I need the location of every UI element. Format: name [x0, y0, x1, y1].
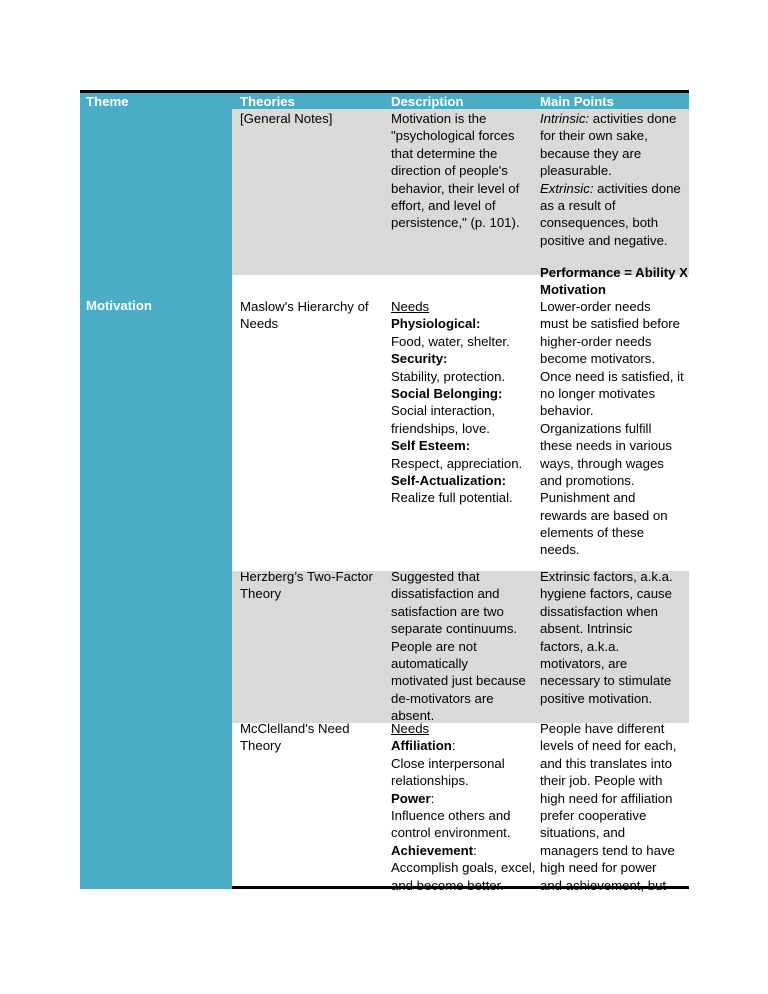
main-points-herzberg: Extrinsic factors, a.k.a. hygiene factors, cause dissatisfaction when absent. Intrinsic factors, a.k.a. motivators, are necessary to stimulate positive motivation.	[540, 569, 673, 706]
theory-mcclelland: McClelland's Need Theory	[240, 721, 350, 754]
theme-column-band	[80, 93, 232, 889]
theory-maslow: Maslow's Hierarchy of Needs	[240, 299, 369, 332]
description-mcclelland: Needs Affiliation: Close interpersonal relationships. Power: Influence others and control environment. Achievement: Accomplish goals, excel, and become better.	[391, 721, 536, 893]
theme-label: Motivation	[86, 298, 152, 313]
performance-formula: Performance = Ability X Motivation	[540, 265, 688, 298]
main-points-maslow: Lower-order needs must be satisfied before higher-order needs become motivators. Once need is satisfied, it no longer motivates behavior. Organizations fulfill these needs in various ways, through wages and promotions. Punishment and rewards are based on elements of these needs.	[540, 299, 684, 558]
theory-herzberg: Herzberg’s Two-Factor Theory	[240, 569, 373, 602]
description-herzberg: Suggested that dissatisfaction and satisfaction are two separate continuums. People are not automatically motivated just because de-motivators are absent.	[391, 569, 526, 724]
main-points-mcclelland: People have different levels of need for each, and this translates into their job. People with high need for affiliation prefer cooperative situations, and managers tend to have high need for power and achievement, but	[540, 721, 677, 893]
description-maslow: Needs Physiological: Food, water, shelter. Security: Stability, protection. Social Belonging: Social interaction, friendships, love. Self Esteem: Respect, appreciation. Self-Actualization: Realize full potential.	[391, 299, 523, 506]
header-theories: Theories	[240, 94, 295, 109]
description-general-notes: Motivation is the "psychological forces that determine the direction of people's behavior, their level of effort, and level of persistence," (p. 101).	[391, 111, 520, 231]
header-main-points: Main Points	[540, 94, 614, 109]
theory-general-notes: [General Notes]	[240, 111, 333, 126]
main-points-general-notes: Intrinsic: activities done for their own sake, because they are pleasurable. Extrinsic: activities done as a result of consequences, both positive and negative.	[540, 111, 681, 248]
header-theme: Theme	[86, 94, 129, 109]
header-description: Description	[391, 94, 464, 109]
